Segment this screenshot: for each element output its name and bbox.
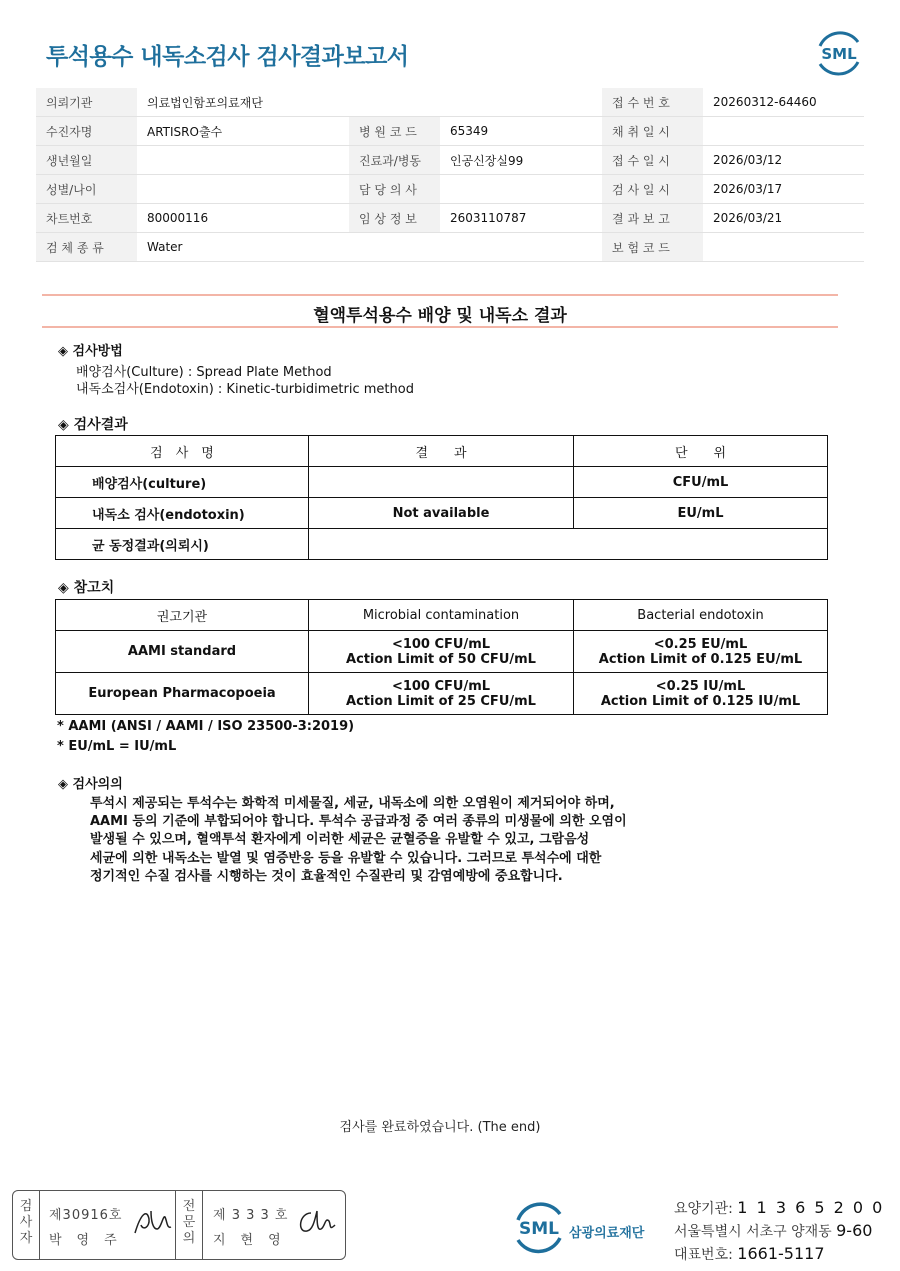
banner-top-line [42,294,838,296]
reference-heading: ◈ 참고치 [58,580,115,596]
test-name: 균 동정결과(의뢰시) [56,529,309,560]
section-title: 혈액투석용수 배양 및 내독소 결과 [313,306,567,326]
banner-bottom-line [42,326,838,328]
reference-note: * AAMI (ANSI / AAMI / ISO 23500-3:2019) [57,719,355,734]
meaning-line: 세균에 의한 내독소는 발열 및 염증반응 등을 유발할 수 있습니다. 그러므로 투석수에 대한 [90,850,602,866]
info-label: 채 취 일 시 [602,117,703,146]
specialist-label: 전 문 의 [182,1199,196,1246]
phone-value: 1661-5117 [737,1244,825,1263]
info-label: 담 당 의 사 [349,175,440,204]
reference-org: European Pharmacopoeia [56,673,309,715]
examiner-label: 검 사 자 [19,1199,33,1246]
info-value: 80000116 [137,204,349,233]
info-value: ARTISRO출수 [137,117,349,146]
endotoxin-action-limit: Action Limit of 0.125 EU/mL [598,651,803,667]
footer-phone: 대표번호: 1661-5117 [674,1244,825,1263]
info-value: Water [137,233,602,262]
info-row [36,204,864,233]
footer-address: 서울특별시 서초구 양재동 9-60 [674,1221,873,1240]
table-row [56,631,828,673]
test-unit: CFU/mL [574,467,828,498]
info-label: 결 과 보 고 [602,204,703,233]
signature-divider [175,1191,176,1259]
header-test-name: 검 사 명 [56,436,309,467]
footer-institution-code: 요양기관: 1 1 3 6 5 2 0 0 [674,1198,885,1217]
results-table [55,435,828,560]
endotoxin-action-limit: Action Limit of 0.125 IU/mL [600,693,801,709]
test-name: 배양검사(culture) [56,467,309,498]
info-value [440,175,602,204]
header-endotoxin: Bacterial endotoxin [574,600,828,631]
header-organization: 권고기관 [56,600,309,631]
signature-divider [202,1191,203,1259]
table-row [56,467,828,498]
reference-note: * EU/mL = IU/mL [57,739,177,754]
footer-org-name: 삼광의료재단 [569,1226,645,1241]
info-row [36,146,864,175]
info-value [703,233,864,262]
reference-endotoxin [574,673,828,715]
meaning-heading: ◈ 검사의의 [58,777,123,792]
sml-footer-logo-icon [510,1198,568,1256]
info-row [36,117,864,146]
info-label: 진료과/병동 [349,146,440,175]
info-label: 수진자명 [36,117,137,146]
meaning-line: 정기적인 수질 검사를 시행하는 것이 효율적인 수질관리 및 감염예방에 중요합니다. [90,868,563,884]
info-row [36,175,864,204]
institution-code-value: 1 1 3 6 5 2 0 0 [737,1198,885,1217]
info-row [36,233,864,262]
header-result: 결 과 [309,436,574,467]
results-heading: ◈ 검사결과 [58,417,128,433]
reference-org: AAMI standard [56,631,309,673]
meaning-paragraph [90,795,627,886]
info-value: 2026/03/17 [703,175,864,204]
microbial-limit: <100 CFU/mL [391,678,491,694]
info-label: 검 사 일 시 [602,175,703,204]
results-header-row [56,436,828,467]
logo-text: SML [519,1219,559,1239]
info-label: 생년월일 [36,146,137,175]
reference-microbial [309,673,574,715]
microbial-action-limit: Action Limit of 25 CFU/mL [346,693,536,709]
info-label: 접 수 번 호 [602,88,703,117]
reference-table [55,599,828,715]
header-microbial: Microbial contamination [309,600,574,631]
reference-microbial [309,631,574,673]
meaning-line: 투석시 제공되는 투석수는 화학적 미세물질, 세균, 내독소에 의한 오염원이 제거되어야 하며, [90,796,615,811]
method-line: 배양검사(Culture) : Spread Plate Method [76,365,332,380]
specialist-signature-icon [293,1205,339,1239]
info-value [703,117,864,146]
info-value: 65349 [440,117,602,146]
info-label: 보 험 코 드 [602,233,703,262]
examiner-license: 제30916호 [49,1208,123,1223]
info-value: 2026/03/12 [703,146,864,175]
reference-header-row [56,600,828,631]
patient-info-table [36,88,864,262]
examiner-signature-icon [131,1205,175,1239]
specialist-name: 지 현 영 [213,1233,282,1248]
info-value [137,175,349,204]
endotoxin-limit: <0.25 EU/mL [653,636,748,652]
microbial-action-limit: Action Limit of 50 CFU/mL [346,651,536,667]
meaning-line: 발생될 수 있으며, 혈액투석 환자에게 이러한 세균은 균혈증을 유발할 수 있고, 그람음성 [90,832,590,848]
method-heading: ◈ 검사방법 [58,344,123,359]
end-text: 검사를 완료하였습니다. (The end) [339,1120,541,1135]
meaning-line: AAMI 등의 기준에 부합되어야 합니다. 투석수 공급과정 중 여러 종류의 미생물에 의한 오염이 [90,814,627,830]
test-result [309,467,574,498]
test-name: 내독소 검사(endotoxin) [56,498,309,529]
info-value: 의료법인함포의료재단 [137,88,602,117]
info-row [36,88,864,117]
signature-box [12,1190,346,1260]
table-row [56,529,828,560]
address-number: 9-60 [836,1221,873,1240]
header-unit: 단 위 [574,436,828,467]
info-value: 2603110787 [440,204,602,233]
method-line: 내독소검사(Endotoxin) : Kinetic-turbidimetric method [76,382,414,397]
signature-divider [39,1191,40,1259]
info-label: 병 원 코 드 [349,117,440,146]
info-label: 접 수 일 시 [602,146,703,175]
sml-logo-icon [812,28,866,78]
info-label: 차트번호 [36,204,137,233]
table-row [56,498,828,529]
info-label: 임 상 정 보 [349,204,440,233]
examiner-name: 박 영 주 [49,1233,118,1248]
info-value [137,146,349,175]
reference-endotoxin [574,631,828,673]
specialist-license: 제 3 3 3 호 [213,1208,289,1223]
info-label: 의뢰기관 [36,88,137,117]
logo-text: SML [821,45,857,63]
test-result: Not available [309,498,574,529]
test-result [309,529,828,560]
report-title: 투석용수 내독소검사 검사결과보고서 [46,44,409,70]
table-row [56,673,828,715]
info-value: 인공신장실99 [440,146,602,175]
test-unit: EU/mL [574,498,828,529]
info-label: 성별/나이 [36,175,137,204]
microbial-limit: <100 CFU/mL [391,636,491,652]
info-value: 20260312-64460 [703,88,864,117]
endotoxin-limit: <0.25 IU/mL [655,678,746,694]
info-label: 검 체 종 류 [36,233,137,262]
info-value: 2026/03/21 [703,204,864,233]
